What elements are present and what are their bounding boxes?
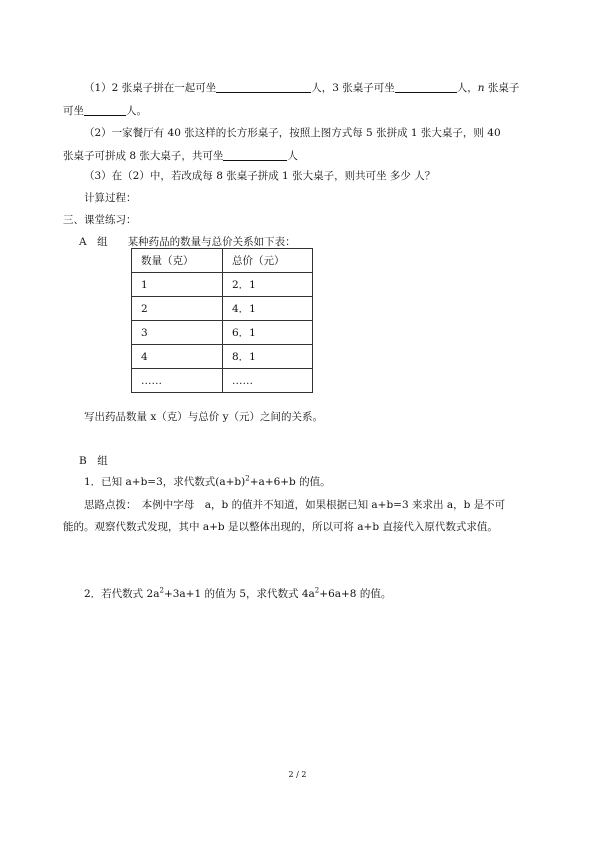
q2-text-a: 张桌子可拼成 8 张大桌子，共可坐 (63, 150, 224, 162)
q2-blank[interactable] (223, 148, 287, 161)
b1-text-post: +a+6+b 的值。 (249, 476, 331, 488)
q3-line1: （3）在（2）中，若改成每 8 张桌子拼成 1 张大桌子，则共可坐 多少 人？ (84, 170, 436, 182)
q2-line2 (63, 148, 298, 163)
calc-label: 计算过程： (84, 192, 137, 204)
table-cell: 2．1 (223, 273, 313, 297)
table-cell: 4 (132, 345, 223, 369)
b2-text-pre: 2．若代数式 2a (84, 588, 160, 600)
groupA-intro: 某种药品的数量与总价关系如下表： (127, 236, 296, 248)
table-header-cell: 总价（元） (223, 249, 313, 273)
b2-sup1: 2 (159, 586, 164, 595)
table-header-cell: 数量（克） (132, 249, 223, 273)
section3-title: 三、课堂练习： (63, 214, 137, 226)
q1-text-6: 人。 (126, 105, 147, 117)
table-cell: 1 (132, 273, 223, 297)
b2-text-mid: +3a+1 的值为 5，求代数式 4a (163, 588, 315, 600)
table-row (132, 297, 313, 321)
groupA-label: A 组 (79, 236, 108, 248)
b1-question (84, 475, 331, 489)
b2-question (84, 587, 391, 601)
table-cell: 3 (132, 321, 223, 345)
price-table (131, 248, 313, 393)
table-cell: …… (132, 369, 223, 393)
q2-text-b: 人 (287, 150, 298, 162)
q1-blank-3[interactable] (84, 103, 126, 116)
page-number: 2 / 2 (288, 770, 307, 779)
q1-text-2: 人，3 张桌子可坐 (311, 82, 395, 94)
b2-sup2: 2 (314, 586, 320, 595)
q1-text-5: 可坐 (63, 105, 84, 117)
groupA-line (79, 235, 296, 249)
b1-text-pre: 1．已知 a+b=3，求代数式(a+b) (84, 476, 246, 488)
q1-blank-1[interactable] (216, 80, 311, 93)
b2-text-post: +6a+8 的值。 (319, 588, 392, 600)
q1-blank-2[interactable] (395, 80, 457, 93)
q1-line2 (63, 103, 147, 118)
b1-sup: 2 (245, 474, 250, 483)
table-row (132, 369, 313, 393)
relation-question: 写出药品数量 x（克）与总价 y（元）之间的关系。 (84, 411, 324, 423)
table-row (132, 345, 313, 369)
hint-line1: 思路点拨： 本例中字母 a，b 的值并不知道，如果根据已知 a+b=3 来求出 a，b 是不可 (84, 499, 506, 511)
q1-text-4: 张桌子 (484, 82, 520, 94)
q1-n: n (477, 82, 485, 94)
table-cell: …… (223, 369, 313, 393)
table-cell: 8．1 (223, 345, 313, 369)
table-header-row (132, 249, 313, 273)
table-cell: 6．1 (223, 321, 313, 345)
table-cell: 4．1 (223, 297, 313, 321)
q1-text-1: （1）2 张桌子拼在一起可坐 (84, 82, 217, 94)
groupB-label: B 组 (79, 455, 108, 467)
q1-text-3: 人， (456, 82, 478, 94)
table-row (132, 321, 313, 345)
table-row (132, 273, 313, 297)
q1-line1 (84, 80, 519, 95)
hint-line2: 能的。观察代数式发现，其中 a+b 是以整体出现的，所以可将 a+b 直接代入原代数式求值。 (63, 521, 498, 533)
table-cell: 2 (132, 297, 223, 321)
q2-line1: （2）一家餐厅有 40 张这样的长方形桌子，按照上图方式每 5 张拼成 1 张大桌子，则 40 (84, 127, 501, 139)
